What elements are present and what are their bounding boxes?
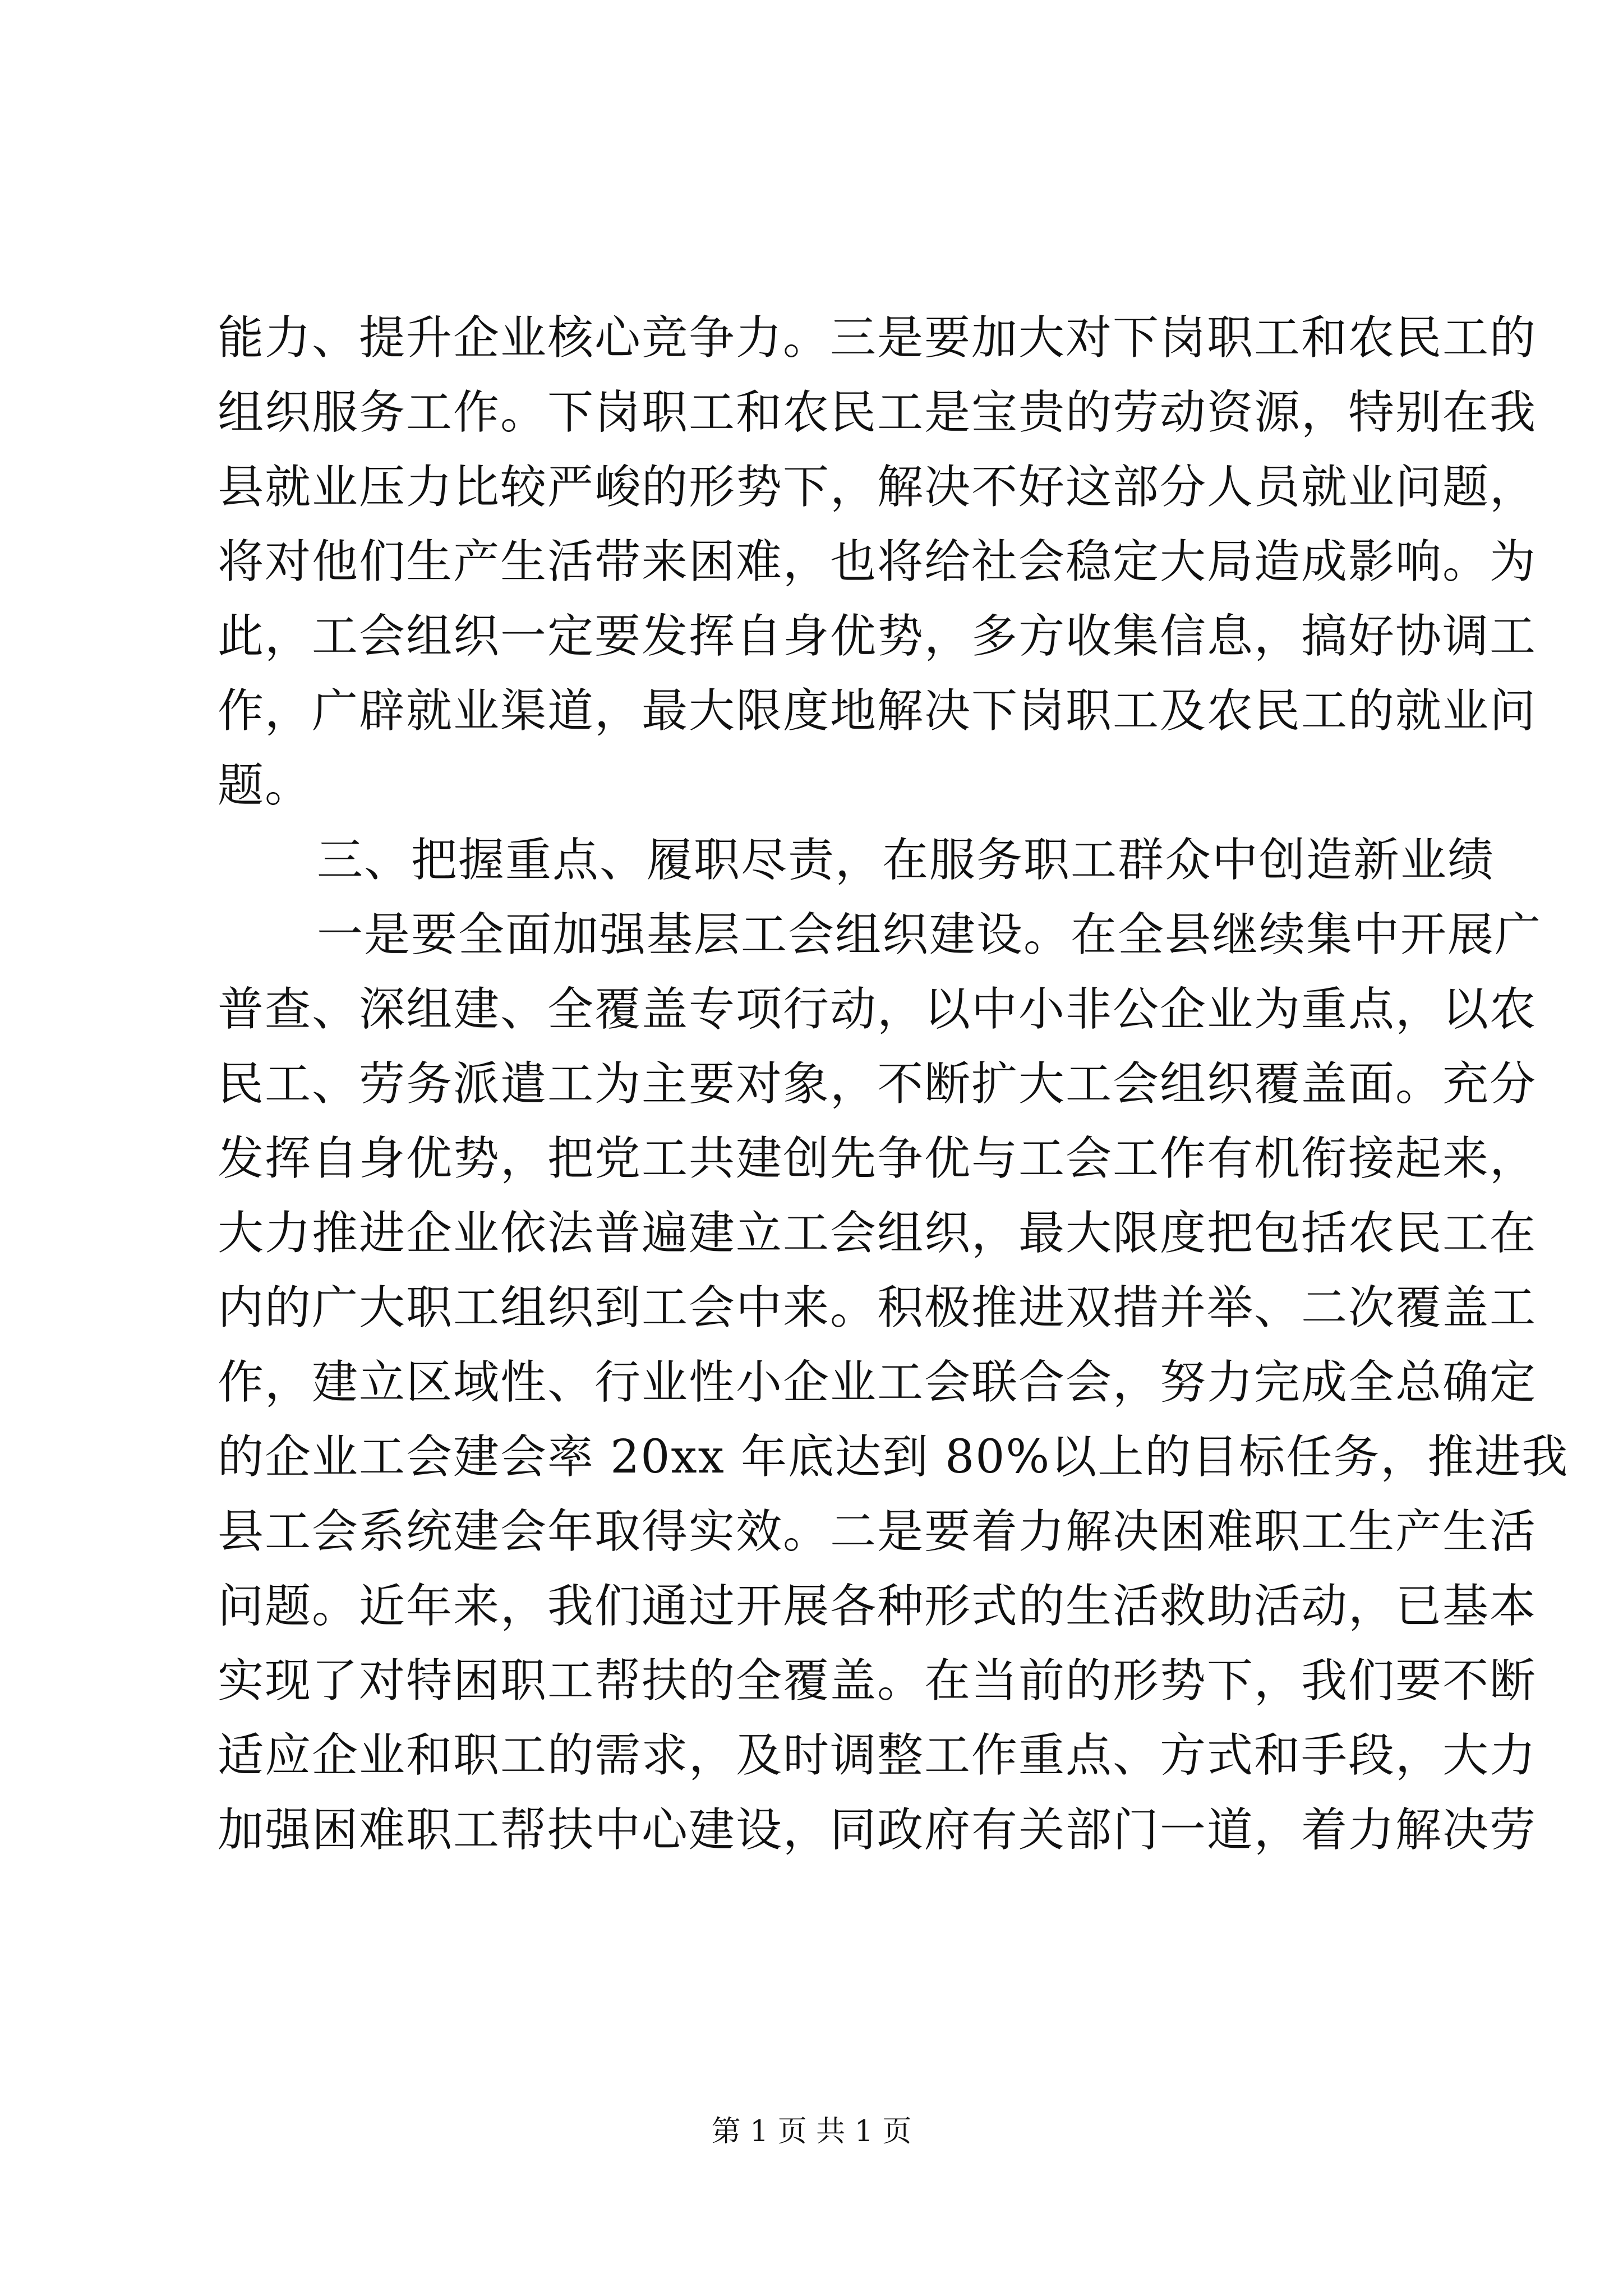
- text-line: 将对他们生产生活带来困难，也将给社会稳定大局造成影响。为: [218, 535, 1537, 588]
- text-line: 县工会系统建会年取得实效。二是要着力解决困难职工生产生活: [218, 1505, 1537, 1558]
- text-line: 普查、深组建、全覆盖专项行动，以中小非公企业为重点，以农: [218, 983, 1537, 1036]
- text-line: 能力、提升企业核心竞争力。三是要加大对下岗职工和农民工的: [218, 311, 1537, 365]
- text-line: 作，建立区域性、行业性小企业工会联合会，努力完成全总确定: [218, 1356, 1537, 1409]
- text-line: 适应企业和职工的需求，及时调整工作重点、方式和手段，大力: [218, 1729, 1537, 1782]
- text-line: 一是要全面加强基层工会组织建设。在全县继续集中开展广: [317, 908, 1542, 961]
- text-line: 的企业工会建会率 20xx 年底达到 80%以上的目标任务，推进我: [218, 1430, 1569, 1484]
- text-line: 实现了对特困职工帮扶的全覆盖。在当前的形势下，我们要不断: [218, 1654, 1537, 1708]
- page-number-footer: 第 1 页 共 1 页: [711, 2115, 912, 2148]
- text-line: 问题。近年来，我们通过开展各种形式的生活救助活动，已基本: [218, 1580, 1537, 1633]
- text-line: 加强困难职工帮扶中心建设，同政府有关部门一道，着力解决劳: [218, 1803, 1537, 1857]
- text-line: 作，广辟就业渠道，最大限度地解决下岗职工及农民工的就业问: [218, 684, 1537, 738]
- text-line: 县就业压力比较严峻的形势下，解决不好这部分人员就业问题，: [218, 461, 1537, 514]
- text-line: 大力推进企业依法普遍建立工会组织，最大限度把包括农民工在: [218, 1207, 1537, 1260]
- text-line: 组织服务工作。下岗职工和农民工是宝贵的劳动资源，特别在我: [218, 386, 1537, 439]
- text-line: 题。: [218, 759, 312, 812]
- text-line: 内的广大职工组织到工会中来。积极推进双措并举、二次覆盖工: [218, 1281, 1537, 1335]
- section-heading: 三、把握重点、履职尽责，在服务职工群众中创造新业绩: [317, 834, 1495, 887]
- text-line: 发挥自身优势，把党工共建创先争优与工会工作有机衔接起来，: [218, 1132, 1537, 1185]
- text-line: 此，工会组织一定要发挥自身优势，多方收集信息，搞好协调工: [218, 610, 1537, 663]
- text-line: 民工、劳务派遣工为主要对象，不断扩大工会组织覆盖面。充分: [218, 1057, 1537, 1111]
